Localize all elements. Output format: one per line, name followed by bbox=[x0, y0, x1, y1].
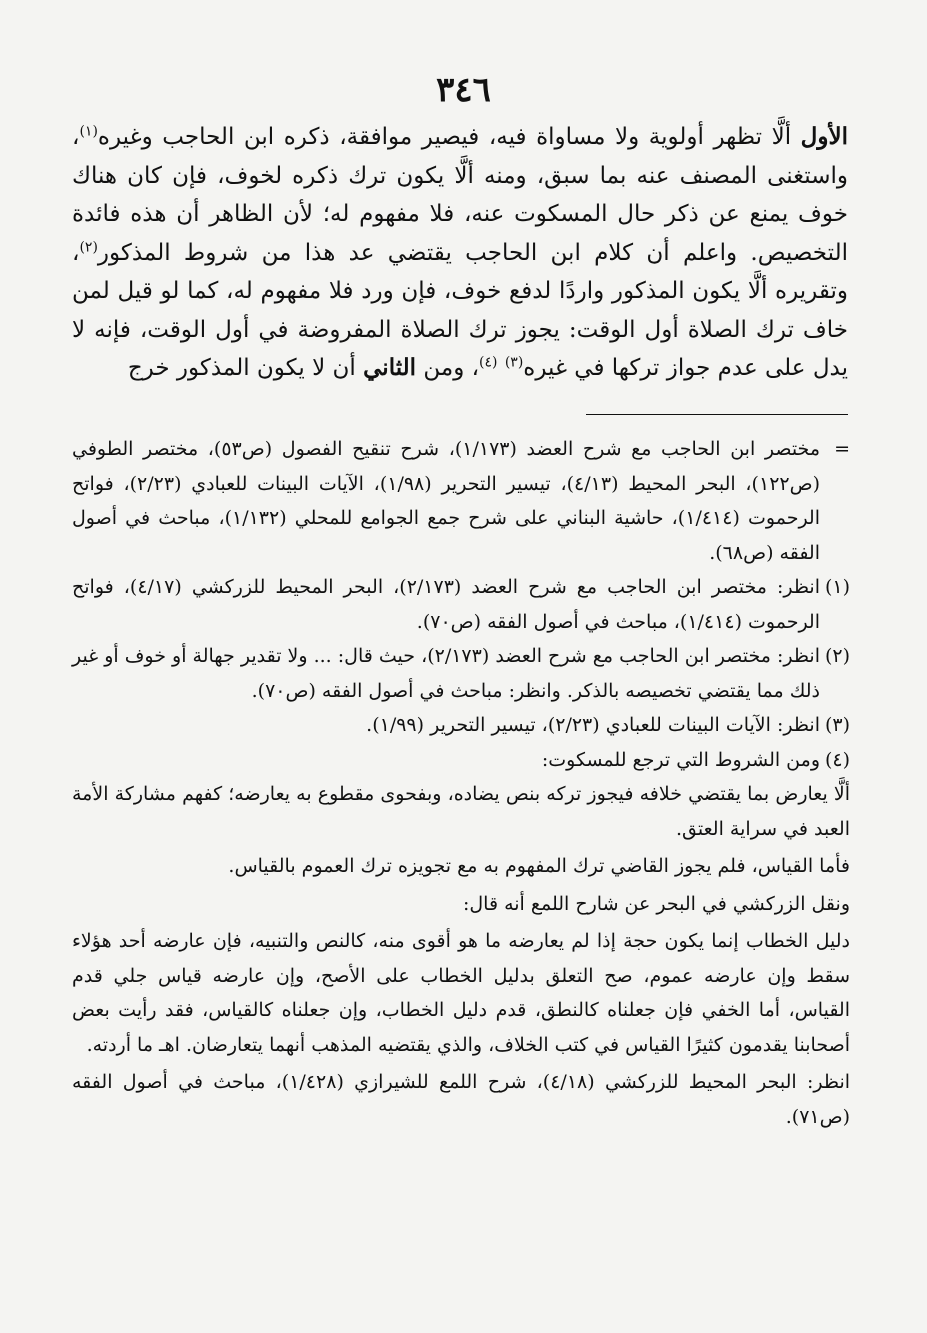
footnote-3 bbox=[72, 708, 850, 743]
footnote-continued bbox=[72, 432, 850, 570]
footnote-marker: (٣) bbox=[824, 714, 850, 736]
footnote-text: مختصر ابن الحاجب مع شرح العضد (١/١٧٣)، شرح تنقيح الفصول (ص٥٣)، مختصر الطوفي (ص١٢٢)، البحر المحيط (٤/١٣)، تيسير التحرير (١/٩٨)، الآيات البينات للعبادي (٢/٢٣)، فواتح الرحموت (١/٤١٤)، حاشية البناني على شرح جمع الجوامع للمحلي (١/١٣٢)، مباحث في أصول الفقه (ص٦٨). bbox=[72, 438, 820, 564]
footnote-ref-2: (٢) bbox=[79, 238, 98, 255]
main-paragraph bbox=[72, 118, 848, 388]
footnote-4 bbox=[72, 743, 850, 778]
footnotes bbox=[72, 432, 850, 1134]
footnote-2 bbox=[72, 639, 850, 708]
footnote-text: انظر: مختصر ابن الحاجب مع شرح العضد (٢/١٧٣)، حيث قال: ... ولا تقدير جهالة أو خوف أو غير ذلك مما يقتضي تخصيصه بالذكر. وانظر: مباحث في أصول الفقه (ص٧٠). bbox=[72, 645, 820, 702]
main-text-part4: ، ومن bbox=[423, 355, 480, 381]
footnote-4-block: ألَّا يعارض بما يقتضي خلافه فيجوز تركه بنص يضاده، وبفحوى مقطوع به يعارضه؛ كفهم مشاركة الأمة العبد في سراية العتق. bbox=[72, 783, 850, 840]
footnote-marker: (٢) bbox=[824, 645, 850, 667]
page-number: ٣٤٦ bbox=[436, 70, 491, 110]
main-text bbox=[72, 118, 848, 388]
footnote-4-quote: دليل الخطاب إنما يكون حجة إذا لم يعارضه ما هو أقوى منه، كالنص والتنبيه، فإن عارضه أحد هؤلاء سقط وإن عارضه عموم، صح التعلق بدليل الخطاب على الأصح، وإن عارضه قياس جلي قدم القياس، أما الخفي فإن جعلناه كالنطق، قدم دليل الخطاب، وإن جعلناه كالقياس، فقد رأيت بعض أصحابنا يقدمون كثيرًا القياس في كتب الخلاف، والذي يقتضيه المذهب أنهما يتعارضان. اهـ ما أردته. bbox=[72, 930, 850, 1056]
footnote-marker: (٤) bbox=[824, 748, 850, 771]
footnote-1 bbox=[72, 570, 850, 639]
footnote-marker: (١) bbox=[824, 576, 850, 598]
main-text-part1: ألَّا تظهر أولوية ولا مساواة فيه، فيصير موافقة، ذكره ابن الحاجب وغيره bbox=[97, 124, 792, 150]
footnote-ref-3: (٣) bbox=[504, 354, 524, 371]
footnote-4-references: انظر: البحر المحيط للزركشي (٤/١٨)، شرح اللمع للشيرازي (١/٤٢٨)، مباحث في أصول الفقه (ص٧١). bbox=[72, 1071, 851, 1128]
main-text-part5: أن لا يكون المذكور خرج bbox=[127, 355, 356, 381]
footnote-ref-4: (٤) bbox=[479, 354, 498, 371]
footnote-4-block: فأما القياس، فلم يجوز القاضي ترك المفهوم به مع تجويزه ترك العموم بالقياس. bbox=[228, 855, 850, 877]
footnote-text: انظر: مختصر ابن الحاجب مع شرح العضد (٢/١٧٣)، البحر المحيط للزركشي (٤/١٧)، فواتح الرحموت (١/٤١٤)، مباحث في أصول الفقه (ص٧٠). bbox=[72, 576, 820, 633]
main-text-part3: ، وتقريره ألَّا يكون المذكور واردًا لدفع خوف، فإن ورد فلا مفهوم له، كما لو قيل لمن خاف ترك الصلاة أول الوقت: يجوز ترك الصلاة المفروضة في أول الوقت، فإنه لا يدل على عدم جواز تركها في غيره bbox=[72, 239, 848, 381]
footnote-separator bbox=[586, 414, 848, 415]
lead-word: الأول bbox=[800, 123, 848, 150]
footnote-marker: = bbox=[834, 438, 850, 460]
footnote-text: انظر: الآيات البينات للعبادي (٢/٢٣)، تيسير التحرير (١/٩٩). bbox=[366, 714, 820, 736]
main-text-part2: ، واستغنى المصنف عنه بما سبق، ومنه ألَّا يكون ترك ذكره لخوف، فإن كان هناك خوف يمنع عن ذكر حال المسكوت عنه، فلا مفهوم له؛ لأن الظاهر أن هذه فائدة التخصيص. واعلم أن كلام ابن الحاجب يقتضي عد هذا من شروط المذكور bbox=[72, 124, 848, 266]
footnote-text: ومن الشروط التي ترجع للمسكوت: bbox=[541, 748, 820, 771]
second-word: الثاني bbox=[363, 354, 417, 381]
footnote-ref-1: (١) bbox=[79, 123, 98, 140]
footnote-4-block: ونقل الزركشي في البحر عن شارح اللمع أنه قال: bbox=[462, 892, 850, 915]
